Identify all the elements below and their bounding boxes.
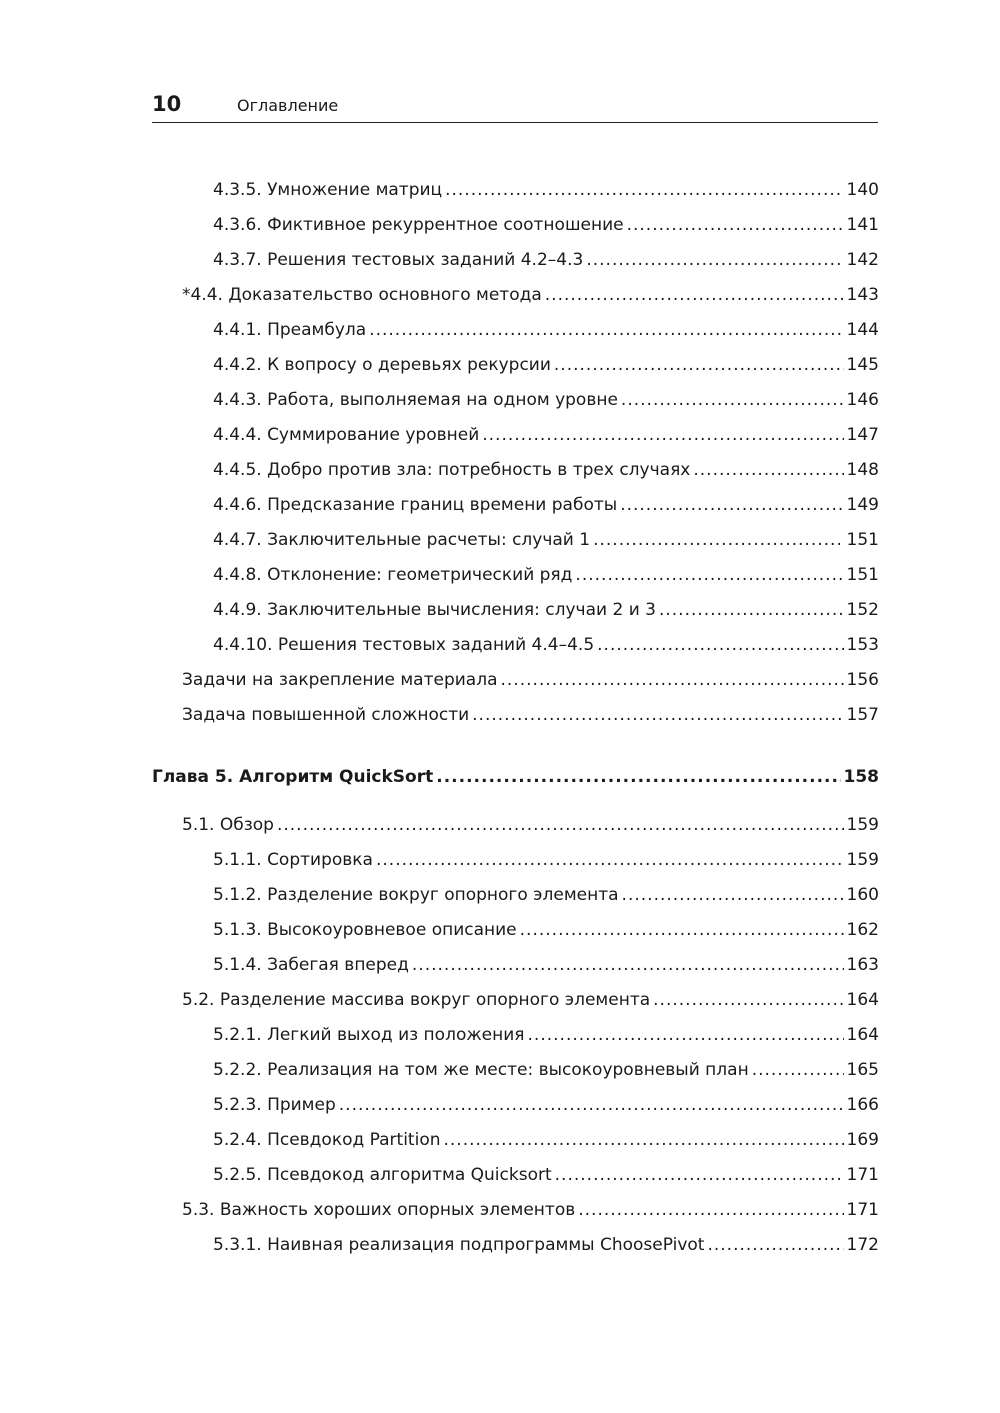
toc-entry-label: 5.1.3. Высокоуровневое описание xyxy=(213,920,517,940)
toc-entry-label: 4.4.5. Добро против зла: потребность в трех случаях xyxy=(213,460,691,480)
toc-entry-page: 147 xyxy=(846,425,879,445)
toc-dot-leader xyxy=(752,1053,844,1088)
toc-entry-label: 4.4.4. Суммирование уровней xyxy=(213,425,480,445)
toc-entry[interactable] xyxy=(0,453,1000,488)
toc-entry-label: 4.3.6. Фиктивное рекуррентное соотношение xyxy=(213,215,624,235)
toc-entry-page: 143 xyxy=(846,285,879,305)
toc-entry-label: Задача повышенной сложности xyxy=(182,705,470,725)
toc-entry-label: 4.4.9. Заключительные вычисления: случаи 2 и 3 xyxy=(213,600,656,620)
toc-entry-page: 164 xyxy=(846,1025,879,1045)
toc-dot-leader xyxy=(707,1228,843,1263)
toc-entry-label: 5.1.1. Сортировка xyxy=(213,850,373,870)
toc-entry[interactable] xyxy=(0,593,1000,628)
toc-entry-page: 146 xyxy=(846,390,879,410)
toc-entry-page: 144 xyxy=(846,320,879,340)
toc-dot-leader xyxy=(659,593,844,628)
toc-dot-leader xyxy=(444,1123,844,1158)
toc-entry-label: 5.2.2. Реализация на том же месте: высокоуровневый план xyxy=(213,1060,749,1080)
toc-entry[interactable] xyxy=(0,558,1000,593)
toc-entry[interactable] xyxy=(0,243,1000,278)
toc-dot-leader xyxy=(472,698,843,733)
toc-entry[interactable] xyxy=(0,278,1000,313)
toc-entry-label: 5.2.1. Легкий выход из положения xyxy=(213,1025,525,1045)
toc-entry-page: 171 xyxy=(846,1165,879,1185)
toc-entry-page: 160 xyxy=(846,885,879,905)
toc-entry-page: 163 xyxy=(846,955,879,975)
toc-entry[interactable] xyxy=(0,383,1000,418)
toc-entry-label: 5.2.3. Пример xyxy=(213,1095,336,1115)
toc-entry-label: 4.3.7. Решения тестовых заданий 4.2–4.3 xyxy=(213,250,584,270)
toc-entry-page: 158 xyxy=(843,767,879,787)
toc-dot-leader xyxy=(445,173,843,208)
toc-dot-leader xyxy=(621,383,844,418)
toc-dot-leader xyxy=(277,808,844,843)
toc-dot-leader xyxy=(586,243,843,278)
toc-dot-leader xyxy=(482,418,843,453)
toc-entry-label: 5.1.4. Забегая вперед xyxy=(213,955,409,975)
toc-section-chapter-4 xyxy=(0,173,1000,733)
toc-entry-page: 165 xyxy=(846,1060,879,1080)
toc-entry-label: 5.3. Важность хороших опорных элементов xyxy=(182,1200,576,1220)
toc-entry[interactable] xyxy=(0,418,1000,453)
toc-dot-leader xyxy=(627,208,844,243)
toc-dot-leader xyxy=(412,948,844,983)
toc-dot-leader xyxy=(501,663,844,698)
toc-entry-page: 151 xyxy=(846,565,879,585)
toc-dot-leader xyxy=(653,983,843,1018)
running-header-title: Оглавление xyxy=(237,96,339,115)
toc-entry-page: 156 xyxy=(846,670,879,690)
toc-entry-label: 4.4.8. Отклонение: геометрический ряд xyxy=(213,565,573,585)
toc-entry-label: 4.4.3. Работа, выполняемая на одном уровне xyxy=(213,390,618,410)
toc-entry-page: 159 xyxy=(846,850,879,870)
toc-dot-leader xyxy=(369,313,843,348)
toc-entry[interactable] xyxy=(0,523,1000,558)
toc-entry-page: 145 xyxy=(846,355,879,375)
toc-entry[interactable] xyxy=(0,313,1000,348)
toc-entry[interactable] xyxy=(0,208,1000,243)
toc-entry[interactable] xyxy=(0,663,1000,698)
toc-entry-page: 153 xyxy=(846,635,879,655)
toc-entry[interactable] xyxy=(0,878,1000,913)
toc-dot-leader xyxy=(578,1193,843,1228)
toc-entry[interactable] xyxy=(0,808,1000,843)
toc-dot-leader xyxy=(597,628,843,663)
toc-entry[interactable] xyxy=(0,843,1000,878)
toc-entry-page: 149 xyxy=(846,495,879,515)
toc-entry[interactable] xyxy=(0,1053,1000,1088)
toc-dot-leader xyxy=(593,523,843,558)
toc-entry-page: 141 xyxy=(846,215,879,235)
toc-entry-label: 4.4.1. Преамбула xyxy=(213,320,367,340)
toc-entry-page: 140 xyxy=(846,180,879,200)
toc-chapter-heading[interactable] xyxy=(0,760,1000,808)
toc-entry-label: Глава 5. Алгоритм QuickSort xyxy=(152,767,434,787)
toc-section-chapter-5 xyxy=(0,808,1000,1263)
toc-entry-label: 5.2.5. Псевдокод алгоритма Quicksort xyxy=(213,1165,552,1185)
toc-dot-leader xyxy=(436,760,840,795)
toc-dot-leader xyxy=(620,488,843,523)
toc-entry-page: 151 xyxy=(846,530,879,550)
toc-dot-leader xyxy=(339,1088,844,1123)
toc-entry[interactable] xyxy=(0,1158,1000,1193)
toc-entry[interactable] xyxy=(0,1088,1000,1123)
toc-entry-page: 142 xyxy=(846,250,879,270)
toc-entry[interactable] xyxy=(0,1193,1000,1228)
toc-entry[interactable] xyxy=(0,948,1000,983)
toc-dot-leader xyxy=(528,1018,844,1053)
toc-dot-leader xyxy=(555,1158,844,1193)
toc-entry-label: 5.2.4. Псевдокод Partition xyxy=(213,1130,441,1150)
page-number: 10 xyxy=(152,92,182,116)
toc-entry-page: 169 xyxy=(846,1130,879,1150)
toc-entry-label: 5.3.1. Наивная реализация подпрограммы ChoosePivot xyxy=(213,1235,705,1255)
toc-entry-page: 171 xyxy=(846,1200,879,1220)
toc-entry[interactable] xyxy=(0,698,1000,733)
toc-entry-label: 5.2. Разделение массива вокруг опорного элемента xyxy=(182,990,651,1010)
toc-dot-leader xyxy=(622,878,844,913)
toc-entry[interactable] xyxy=(0,913,1000,948)
toc-entry[interactable] xyxy=(0,1018,1000,1053)
toc-entry[interactable] xyxy=(0,1123,1000,1158)
toc-entry-label: 4.4.6. Предсказание границ времени работы xyxy=(213,495,618,515)
running-header xyxy=(152,90,878,123)
toc-entry-label: 4.4.7. Заключительные расчеты: случай 1 xyxy=(213,530,591,550)
toc-entry-label: Задачи на закрепление материала xyxy=(182,670,498,690)
toc-entry-label: 4.4.10. Решения тестовых заданий 4.4–4.5 xyxy=(213,635,595,655)
toc-entry-page: 157 xyxy=(846,705,879,725)
toc-dot-leader xyxy=(376,843,844,878)
toc-entry-page: 172 xyxy=(846,1235,879,1255)
toc-entry-page: 164 xyxy=(846,990,879,1010)
toc-entry[interactable] xyxy=(0,983,1000,1018)
toc-dot-leader xyxy=(575,558,843,593)
toc-dot-leader xyxy=(693,453,843,488)
toc-entry-page: 159 xyxy=(846,815,879,835)
toc-entry-label: 5.1. Обзор xyxy=(182,815,274,835)
toc-entry-label: 4.3.5. Умножение матриц xyxy=(213,180,443,200)
toc-dot-leader xyxy=(554,348,844,383)
toc-entry[interactable] xyxy=(0,1228,1000,1263)
toc-entry[interactable] xyxy=(0,173,1000,208)
toc-entry-label: *4.4. Доказательство основного метода xyxy=(182,285,542,305)
toc-dot-leader xyxy=(545,278,844,313)
toc-entry-page: 148 xyxy=(846,460,879,480)
toc-entry-page: 166 xyxy=(846,1095,879,1115)
toc-entry[interactable] xyxy=(0,348,1000,383)
toc-entry[interactable] xyxy=(0,488,1000,523)
toc-entry-label: 4.4.2. К вопросу о деревьях рекурсии xyxy=(213,355,551,375)
toc-spacer xyxy=(0,733,1000,760)
toc-entry-label: 5.1.2. Разделение вокруг опорного элемента xyxy=(213,885,619,905)
toc-entry-page: 162 xyxy=(846,920,879,940)
toc-entry[interactable] xyxy=(0,628,1000,663)
toc-entry-page: 152 xyxy=(846,600,879,620)
toc-dot-leader xyxy=(520,913,844,948)
table-of-contents xyxy=(0,173,1000,1263)
